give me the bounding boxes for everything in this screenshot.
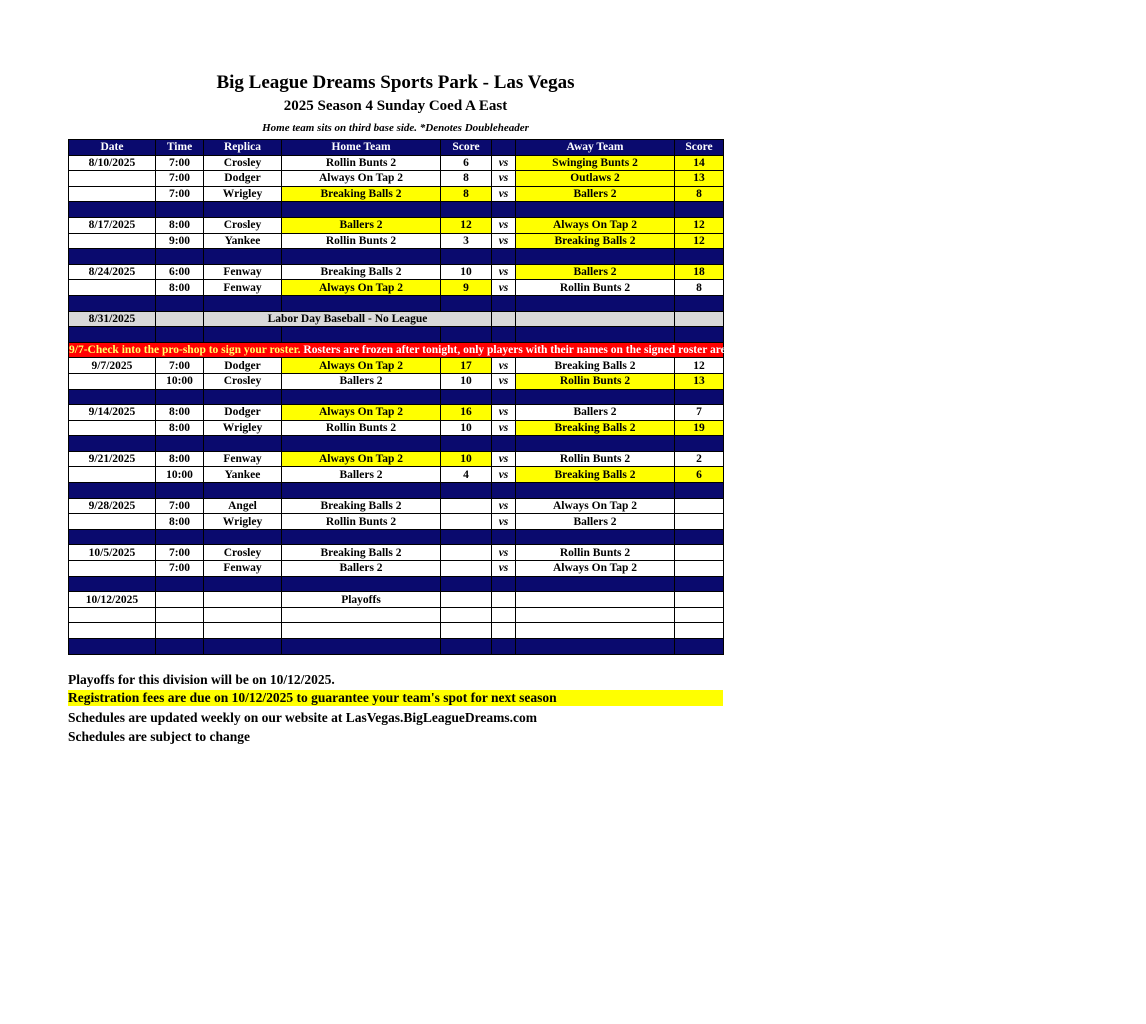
separator-cell	[441, 576, 492, 592]
away-team: Rollin Bunts 2	[516, 373, 675, 389]
separator-cell	[282, 576, 441, 592]
game-replica: Dodger	[204, 358, 282, 374]
separator-cell	[492, 436, 516, 452]
col-header-date: Date	[69, 140, 156, 156]
separator-cell	[675, 249, 724, 265]
notice-row	[69, 342, 724, 358]
home-team: Rollin Bunts 2	[282, 233, 441, 249]
page-subtitle: 2025 Season 4 Sunday Coed A East	[283, 98, 508, 114]
home-team: Rollin Bunts 2	[282, 155, 441, 171]
home-team: Ballers 2	[282, 373, 441, 389]
game-time: 7:00	[156, 155, 204, 171]
away-score: 12	[675, 217, 724, 233]
separator-cell	[282, 639, 441, 655]
game-date	[69, 233, 156, 249]
separator-cell	[492, 389, 516, 405]
away-team: Breaking Balls 2	[516, 467, 675, 483]
separator-row	[69, 639, 724, 655]
holiday-empty	[516, 311, 675, 327]
game-date: 9/21/2025	[69, 451, 156, 467]
game-row	[69, 592, 724, 608]
col-header-replica: Replica	[204, 140, 282, 156]
home-score: 12	[441, 217, 492, 233]
vs-label: vs	[492, 233, 516, 249]
separator-cell	[492, 639, 516, 655]
away-team: Ballers 2	[516, 405, 675, 421]
col-header-vs	[492, 140, 516, 156]
holiday-text: Labor Day Baseball - No League	[204, 311, 492, 327]
separator-cell	[516, 249, 675, 265]
separator-cell	[516, 529, 675, 545]
separator-cell	[516, 389, 675, 405]
holiday-empty	[492, 311, 516, 327]
separator-row	[69, 295, 724, 311]
game-time: 9:00	[156, 233, 204, 249]
separator-cell	[204, 327, 282, 343]
game-replica: Dodger	[204, 171, 282, 187]
game-row	[69, 233, 724, 249]
separator-cell	[441, 295, 492, 311]
away-team: Rollin Bunts 2	[516, 280, 675, 296]
separator-cell	[69, 295, 156, 311]
away-score	[675, 514, 724, 530]
game-date	[69, 623, 156, 639]
vs-label: vs	[492, 498, 516, 514]
separator-cell	[492, 202, 516, 218]
game-replica: Fenway	[204, 561, 282, 577]
holiday-row	[69, 311, 724, 327]
home-score: 10	[441, 264, 492, 280]
holiday-date: 8/31/2025	[69, 311, 156, 327]
home-score: 16	[441, 405, 492, 421]
game-date: 10/5/2025	[69, 545, 156, 561]
roster-notice-text: Rosters are frozen after tonight, only players with their names on the signed roster are eligible for playoffs. Please check carefully as changes will not be made for omissions.	[300, 344, 1146, 357]
away-team: Rollin Bunts 2	[516, 545, 675, 561]
game-date: 10/12/2025	[69, 592, 156, 608]
col-header-time: Time	[156, 140, 204, 156]
away-score: 19	[675, 420, 724, 436]
away-score: 12	[675, 233, 724, 249]
separator-cell	[675, 576, 724, 592]
separator-cell	[204, 389, 282, 405]
vs-label: vs	[492, 467, 516, 483]
separator-cell	[282, 389, 441, 405]
separator-cell	[492, 483, 516, 499]
away-score	[675, 607, 724, 623]
home-team: Breaking Balls 2	[282, 264, 441, 280]
game-date	[69, 373, 156, 389]
separator-cell	[282, 529, 441, 545]
separator-cell	[516, 202, 675, 218]
separator-cell	[204, 295, 282, 311]
separator-cell	[516, 576, 675, 592]
separator-cell	[441, 202, 492, 218]
away-team	[516, 592, 675, 608]
game-row	[69, 420, 724, 436]
vs-label	[492, 623, 516, 639]
away-team: Breaking Balls 2	[516, 233, 675, 249]
game-date: 9/7/2025	[69, 358, 156, 374]
home-team: Ballers 2	[282, 217, 441, 233]
home-team: Breaking Balls 2	[282, 186, 441, 202]
separator-cell	[156, 389, 204, 405]
game-date	[69, 420, 156, 436]
away-team	[516, 623, 675, 639]
home-score: 17	[441, 358, 492, 374]
vs-label: vs	[492, 451, 516, 467]
away-score: 12	[675, 358, 724, 374]
separator-cell	[156, 202, 204, 218]
away-team: Always On Tap 2	[516, 217, 675, 233]
away-team: Outlaws 2	[516, 171, 675, 187]
home-score: 10	[441, 451, 492, 467]
separator-cell	[204, 639, 282, 655]
vs-label: vs	[492, 514, 516, 530]
game-replica	[204, 623, 282, 639]
game-row	[69, 373, 724, 389]
game-time: 8:00	[156, 280, 204, 296]
separator-row	[69, 202, 724, 218]
game-time: 7:00	[156, 171, 204, 187]
game-time	[156, 623, 204, 639]
footer-website-note: Schedules are updated weekly on our website at LasVegas.BigLeagueDreams.com	[68, 710, 538, 725]
separator-cell	[282, 436, 441, 452]
game-time: 7:00	[156, 358, 204, 374]
separator-cell	[492, 327, 516, 343]
away-team: Always On Tap 2	[516, 498, 675, 514]
home-team: Breaking Balls 2	[282, 498, 441, 514]
separator-cell	[516, 639, 675, 655]
separator-cell	[156, 529, 204, 545]
separator-cell	[516, 295, 675, 311]
col-header-away-team: Away Team	[516, 140, 675, 156]
game-time: 8:00	[156, 514, 204, 530]
roster-notice-lead: 9/7-Check into the pro-shop to sign your roster.	[69, 344, 301, 357]
game-replica: Crosley	[204, 155, 282, 171]
separator-row	[69, 529, 724, 545]
separator-cell	[441, 639, 492, 655]
vs-label: vs	[492, 373, 516, 389]
game-row	[69, 451, 724, 467]
separator-cell	[441, 436, 492, 452]
game-date: 8/10/2025	[69, 155, 156, 171]
game-time: 8:00	[156, 405, 204, 421]
separator-cell	[282, 295, 441, 311]
separator-cell	[69, 389, 156, 405]
game-row	[69, 514, 724, 530]
footer-playoffs-note: Playoffs for this division will be on 10/12/2025.	[68, 672, 335, 687]
holiday-empty	[156, 311, 204, 327]
vs-label: vs	[492, 280, 516, 296]
game-row	[69, 280, 724, 296]
separator-cell	[156, 639, 204, 655]
separator-cell	[492, 529, 516, 545]
separator-cell	[156, 436, 204, 452]
separator-cell	[204, 249, 282, 265]
home-score	[441, 592, 492, 608]
game-date: 8/24/2025	[69, 264, 156, 280]
game-replica: Crosley	[204, 217, 282, 233]
home-team: Breaking Balls 2	[282, 545, 441, 561]
vs-label: vs	[492, 561, 516, 577]
home-team: Always On Tap 2	[282, 280, 441, 296]
away-team: Swinging Bunts 2	[516, 155, 675, 171]
col-header-away-score: Score	[675, 140, 724, 156]
vs-label: vs	[492, 405, 516, 421]
separator-cell	[282, 327, 441, 343]
separator-cell	[441, 249, 492, 265]
away-team	[516, 607, 675, 623]
game-time: 7:00	[156, 186, 204, 202]
away-score: 8	[675, 186, 724, 202]
separator-cell	[516, 483, 675, 499]
game-replica: Fenway	[204, 264, 282, 280]
game-date	[69, 561, 156, 577]
game-row	[69, 358, 724, 374]
separator-cell	[675, 389, 724, 405]
separator-cell	[516, 436, 675, 452]
home-team: Always On Tap 2	[282, 171, 441, 187]
game-row	[69, 545, 724, 561]
game-time: 6:00	[156, 264, 204, 280]
game-time: 10:00	[156, 467, 204, 483]
holiday-empty	[675, 311, 724, 327]
away-score: 6	[675, 467, 724, 483]
separator-cell	[156, 249, 204, 265]
away-score	[675, 592, 724, 608]
separator-cell	[69, 576, 156, 592]
game-date: 8/17/2025	[69, 217, 156, 233]
separator-cell	[204, 202, 282, 218]
home-score: 6	[441, 155, 492, 171]
separator-cell	[492, 576, 516, 592]
game-row	[69, 217, 724, 233]
away-team: Breaking Balls 2	[516, 358, 675, 374]
vs-label: vs	[492, 264, 516, 280]
game-row	[69, 264, 724, 280]
separator-row	[69, 389, 724, 405]
separator-cell	[69, 639, 156, 655]
vs-label: vs	[492, 545, 516, 561]
home-team	[282, 623, 441, 639]
vs-label: vs	[492, 217, 516, 233]
separator-cell	[156, 576, 204, 592]
away-score	[675, 498, 724, 514]
separator-cell	[204, 436, 282, 452]
vs-label: vs	[492, 186, 516, 202]
separator-cell	[675, 483, 724, 499]
home-score	[441, 498, 492, 514]
game-time	[156, 592, 204, 608]
separator-cell	[441, 483, 492, 499]
separator-row	[69, 483, 724, 499]
game-row	[69, 405, 724, 421]
home-team: Always On Tap 2	[282, 405, 441, 421]
home-score	[441, 514, 492, 530]
away-team: Ballers 2	[516, 186, 675, 202]
away-team: Rollin Bunts 2	[516, 451, 675, 467]
vs-label: vs	[492, 171, 516, 187]
game-time: 8:00	[156, 217, 204, 233]
game-replica: Dodger	[204, 405, 282, 421]
game-date	[69, 514, 156, 530]
home-team: Ballers 2	[282, 561, 441, 577]
game-time: 8:00	[156, 451, 204, 467]
game-row	[69, 186, 724, 202]
home-score: 10	[441, 373, 492, 389]
separator-cell	[282, 483, 441, 499]
separator-row	[69, 576, 724, 592]
game-row	[69, 467, 724, 483]
home-team: Rollin Bunts 2	[282, 420, 441, 436]
separator-cell	[492, 249, 516, 265]
separator-cell	[675, 639, 724, 655]
home-score	[441, 561, 492, 577]
separator-cell	[282, 249, 441, 265]
game-time	[156, 607, 204, 623]
game-row	[69, 607, 724, 623]
separator-cell	[69, 202, 156, 218]
away-score	[675, 545, 724, 561]
separator-row	[69, 327, 724, 343]
away-score: 7	[675, 405, 724, 421]
vs-label: vs	[492, 155, 516, 171]
away-score	[675, 623, 724, 639]
home-score: 4	[441, 467, 492, 483]
home-score: 8	[441, 171, 492, 187]
away-score: 8	[675, 280, 724, 296]
home-team: Always On Tap 2	[282, 451, 441, 467]
separator-cell	[675, 327, 724, 343]
separator-cell	[675, 529, 724, 545]
game-time: 7:00	[156, 561, 204, 577]
home-team: Rollin Bunts 2	[282, 514, 441, 530]
separator-cell	[204, 576, 282, 592]
separator-cell	[441, 529, 492, 545]
schedule-body	[69, 155, 1146, 654]
game-replica: Fenway	[204, 280, 282, 296]
home-score	[441, 607, 492, 623]
game-time: 7:00	[156, 545, 204, 561]
page-title: Big League Dreams Sports Park - Las Vegas	[216, 72, 575, 93]
game-date	[69, 186, 156, 202]
separator-cell	[675, 436, 724, 452]
home-score: 8	[441, 186, 492, 202]
separator-cell	[282, 202, 441, 218]
separator-cell	[69, 249, 156, 265]
game-row	[69, 623, 724, 639]
away-team: Always On Tap 2	[516, 561, 675, 577]
vs-label	[492, 607, 516, 623]
away-score: 13	[675, 373, 724, 389]
game-date	[69, 280, 156, 296]
game-replica: Yankee	[204, 233, 282, 249]
separator-row	[69, 436, 724, 452]
separator-cell	[675, 202, 724, 218]
home-score	[441, 545, 492, 561]
footer-registration-note: Registration fees are due on 10/12/2025 to guarantee your team's spot for next season	[68, 690, 723, 706]
separator-cell	[516, 327, 675, 343]
away-score: 14	[675, 155, 724, 171]
separator-cell	[69, 436, 156, 452]
table-header-row	[69, 140, 724, 156]
away-team: Breaking Balls 2	[516, 420, 675, 436]
separator-cell	[156, 327, 204, 343]
schedule-table	[68, 139, 1146, 655]
page-note: Home team sits on third base side. *Denotes Doubleheader	[262, 122, 529, 134]
separator-cell	[441, 327, 492, 343]
game-replica: Fenway	[204, 451, 282, 467]
game-replica: Yankee	[204, 467, 282, 483]
separator-row	[69, 249, 724, 265]
home-score: 9	[441, 280, 492, 296]
game-date: 9/28/2025	[69, 498, 156, 514]
separator-cell	[204, 529, 282, 545]
away-team: Ballers 2	[516, 264, 675, 280]
separator-cell	[156, 295, 204, 311]
separator-cell	[675, 295, 724, 311]
home-score: 3	[441, 233, 492, 249]
roster-notice	[69, 342, 1146, 358]
separator-cell	[156, 483, 204, 499]
game-replica	[204, 607, 282, 623]
home-team	[282, 607, 441, 623]
footer-change-note: Schedules are subject to change	[68, 729, 250, 744]
separator-cell	[69, 327, 156, 343]
separator-cell	[69, 529, 156, 545]
game-date: 9/14/2025	[69, 405, 156, 421]
away-team: Ballers 2	[516, 514, 675, 530]
home-team: Ballers 2	[282, 467, 441, 483]
game-time: 10:00	[156, 373, 204, 389]
away-score: 18	[675, 264, 724, 280]
col-header-home-score: Score	[441, 140, 492, 156]
game-replica: Wrigley	[204, 514, 282, 530]
game-time: 7:00	[156, 498, 204, 514]
game-replica: Wrigley	[204, 186, 282, 202]
game-replica: Wrigley	[204, 420, 282, 436]
game-replica	[204, 592, 282, 608]
col-header-home-team: Home Team	[282, 140, 441, 156]
separator-cell	[492, 295, 516, 311]
separator-cell	[69, 483, 156, 499]
home-team: Always On Tap 2	[282, 358, 441, 374]
separator-cell	[441, 389, 492, 405]
game-date	[69, 467, 156, 483]
home-team: Playoffs	[282, 592, 441, 608]
away-score: 2	[675, 451, 724, 467]
vs-label: vs	[492, 358, 516, 374]
game-time: 8:00	[156, 420, 204, 436]
game-date	[69, 171, 156, 187]
game-replica: Angel	[204, 498, 282, 514]
home-score	[441, 623, 492, 639]
vs-label	[492, 592, 516, 608]
home-score: 10	[441, 420, 492, 436]
vs-label: vs	[492, 420, 516, 436]
game-row	[69, 561, 724, 577]
game-row	[69, 171, 724, 187]
game-replica: Crosley	[204, 545, 282, 561]
game-replica: Crosley	[204, 373, 282, 389]
game-date	[69, 607, 156, 623]
away-score: 13	[675, 171, 724, 187]
away-score	[675, 561, 724, 577]
separator-cell	[204, 483, 282, 499]
game-row	[69, 155, 724, 171]
game-row	[69, 498, 724, 514]
